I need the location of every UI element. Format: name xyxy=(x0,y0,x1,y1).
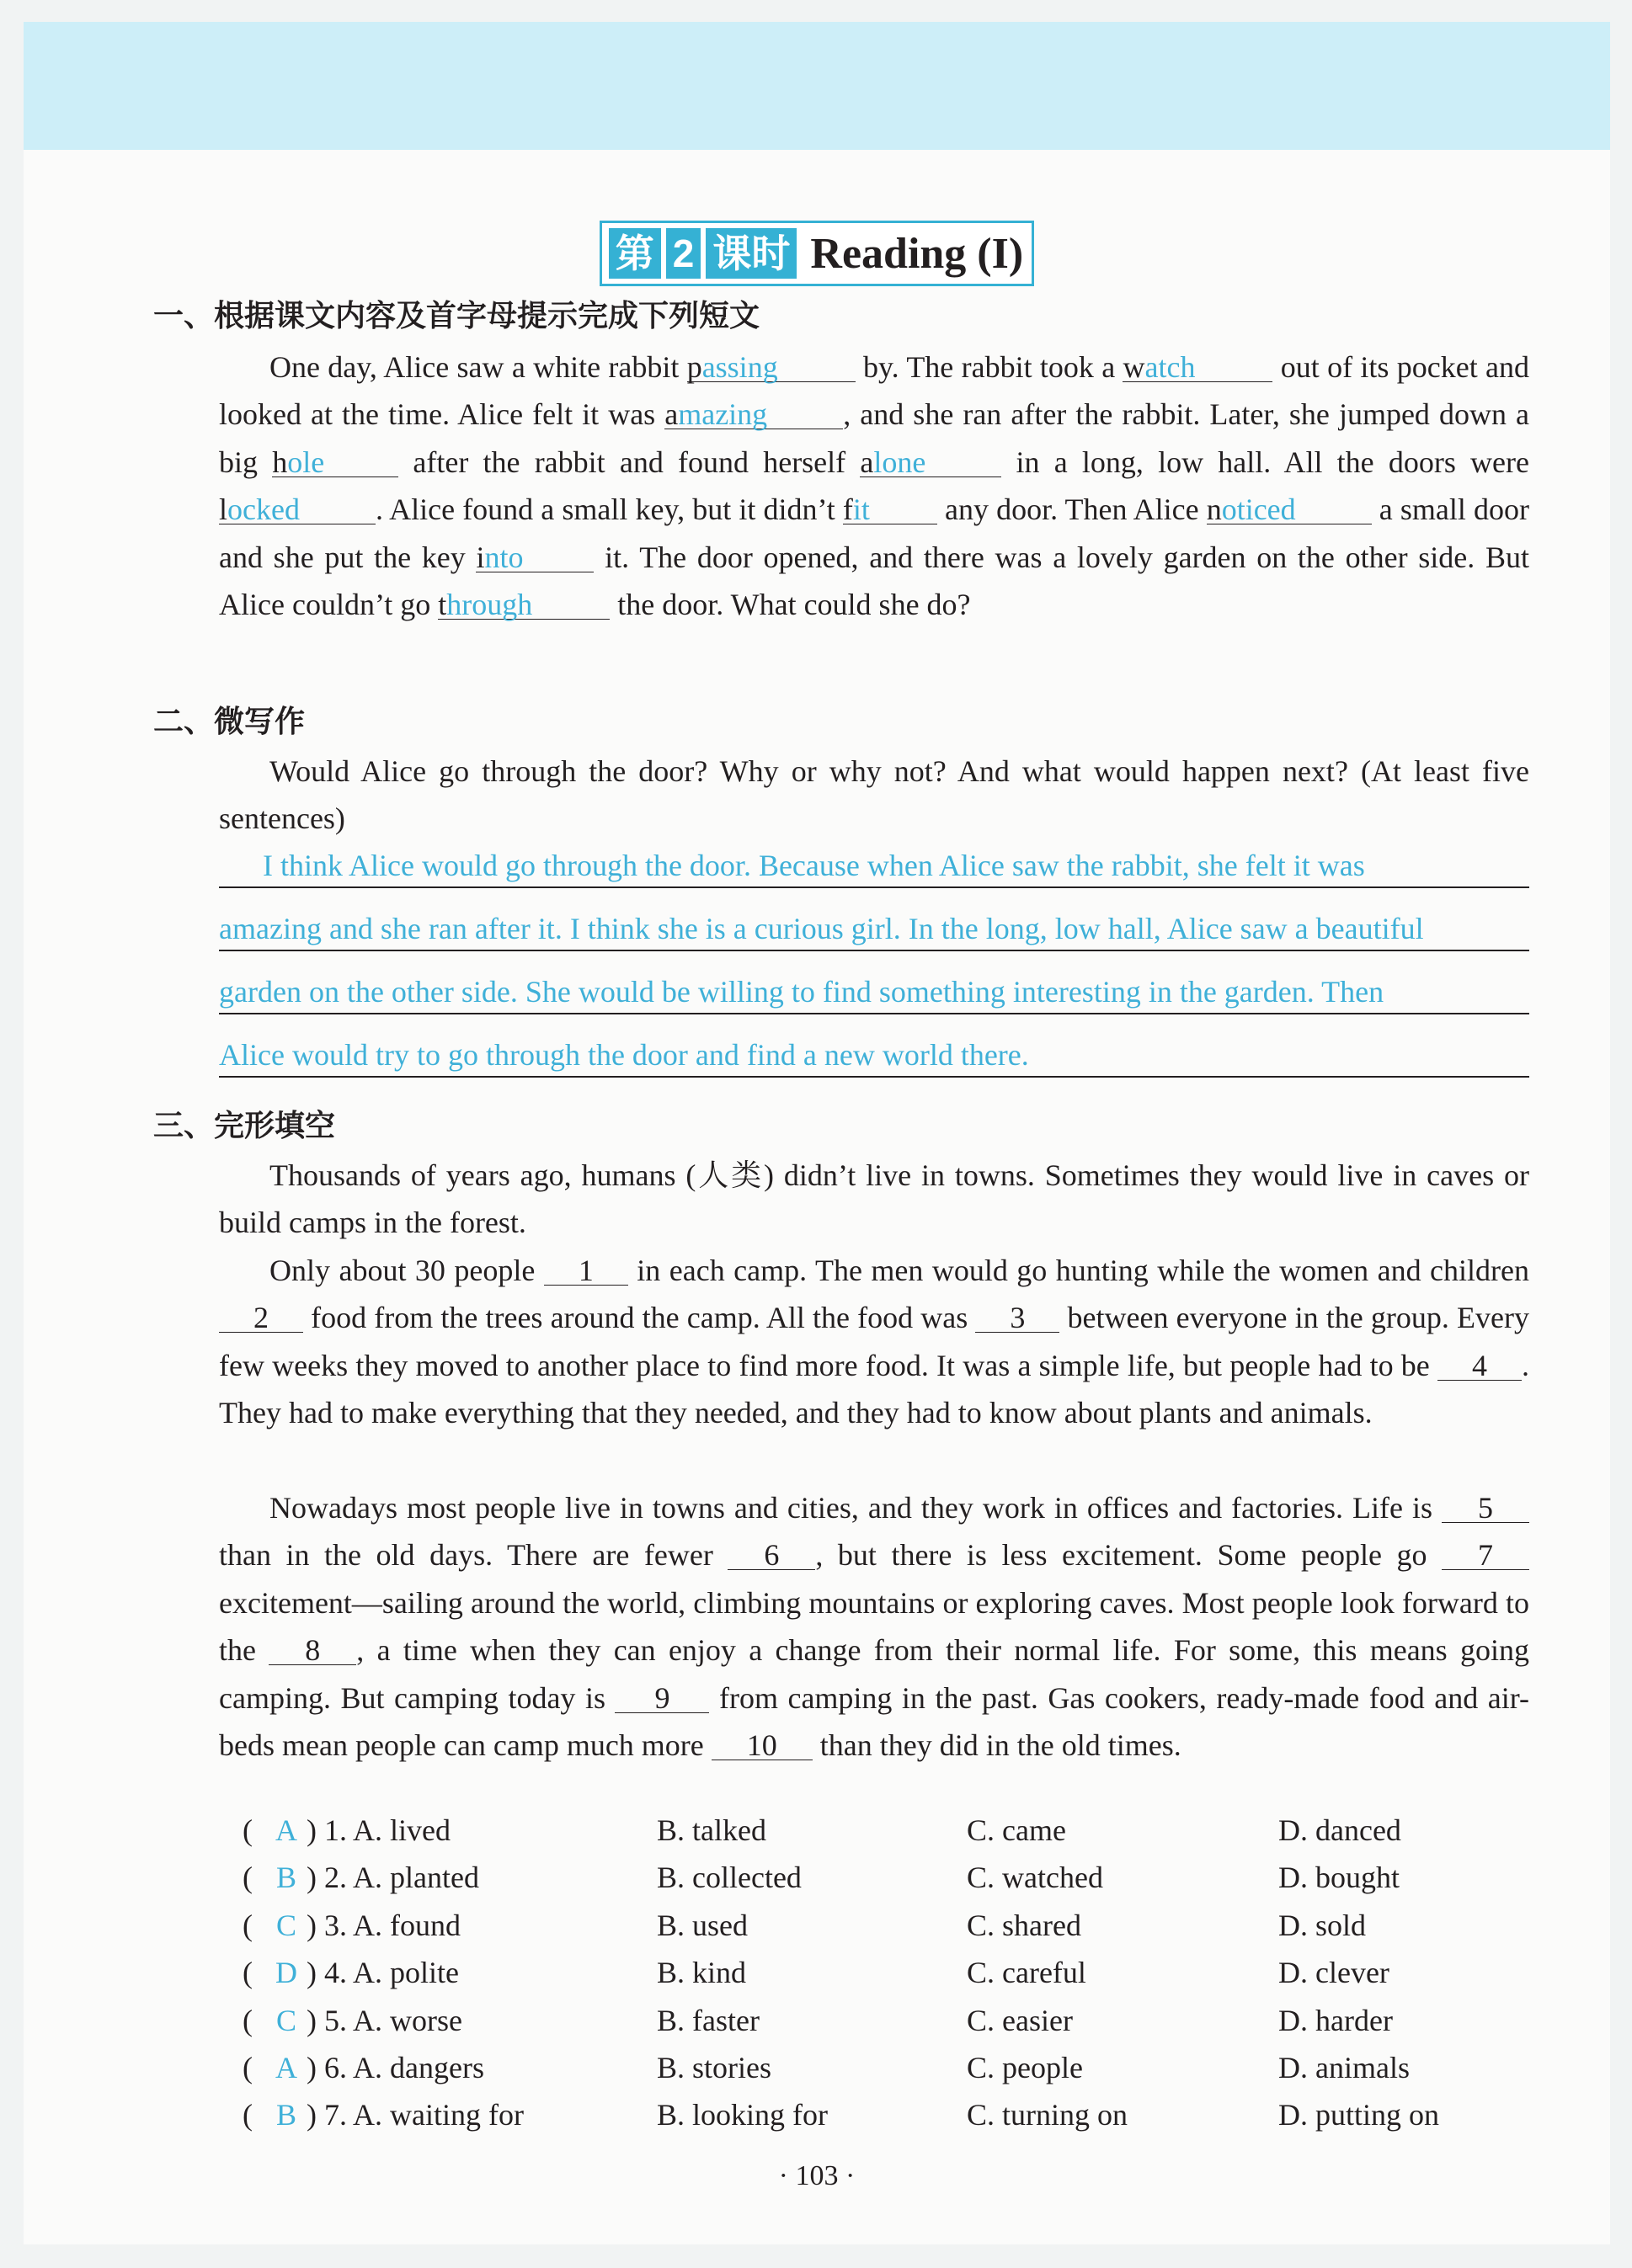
text-run: excitement—sailing around the world, climbing mountains or exploring caves. Most people look forward to the xyxy=(219,1585,1529,1668)
text-run: . Alice found a small key, but it didn’t xyxy=(376,492,843,527)
text-run xyxy=(24,221,1610,286)
text-run: Only about 30 people xyxy=(269,1254,544,1287)
text-run: D. danced xyxy=(1278,1813,1401,1847)
text-run: ) 7. A. waiting for xyxy=(307,2098,524,2132)
text-run: , but there is less excitement. Some people go xyxy=(815,1538,1442,1573)
blank-3 xyxy=(664,397,843,432)
text-run: a xyxy=(664,397,679,432)
text-run: ocked xyxy=(227,492,300,527)
blank-4 xyxy=(272,445,398,479)
text-run: after the rabbit and found herself xyxy=(398,445,861,479)
blank-6 xyxy=(219,492,376,527)
text-run: ) 5. A. worse xyxy=(307,2003,462,2037)
text-run: C. careful xyxy=(967,1956,1086,1990)
text-run: , and she ran after the rabbit. Later, she jumped down a big xyxy=(219,397,1530,479)
text-run: ( xyxy=(243,1956,253,1990)
answer-letter: B xyxy=(275,2098,296,2132)
text-run: atch xyxy=(1144,350,1196,384)
text-run: D. bought xyxy=(1278,1861,1400,1895)
text-run: in each camp. The men would go hunting while the women and children xyxy=(627,1254,1529,1287)
text-run: 8 xyxy=(305,1633,321,1668)
option-row xyxy=(219,1997,1566,2044)
lesson-keshi: 课时 xyxy=(706,228,797,279)
text-run: ) 2. A. planted xyxy=(307,1861,479,1895)
option-row xyxy=(219,1902,1566,1949)
answer-letter: A xyxy=(275,2050,297,2084)
text-run: 7 xyxy=(1478,1538,1493,1573)
cloze-blank-3 xyxy=(975,1303,1059,1333)
text-run: hrough xyxy=(446,588,533,622)
text-run: B. kind xyxy=(657,1956,747,1990)
text-run: 9 xyxy=(654,1680,670,1715)
text-run: ole xyxy=(287,445,325,479)
text-run: ) 1. A. lived xyxy=(307,1813,451,1847)
text-run: 10 xyxy=(746,1728,777,1763)
text-run: it xyxy=(852,492,870,527)
text-run: ) 6. A. dangers xyxy=(307,2050,484,2084)
cloze-blank-1 xyxy=(544,1256,628,1286)
text-run: h xyxy=(272,445,288,479)
text-run: C. came xyxy=(967,1813,1066,1847)
text-run: B. faster xyxy=(657,2003,760,2037)
text-run: by. The rabbit took a xyxy=(855,350,1123,384)
text-run: between everyone in the group. Every few weeks they moved to another place to find more food. It was a simple life, but people had to be xyxy=(219,1301,1530,1382)
text-run: the door. What could she do? xyxy=(610,588,971,622)
lesson-di: 第 xyxy=(609,228,661,279)
text-run: ) 4. A. polite xyxy=(307,1956,459,1990)
text-run: B. collected xyxy=(657,1861,802,1895)
text-run: food from the trees around the camp. All the food was xyxy=(303,1301,976,1335)
cloze-paragraph-2 xyxy=(219,1247,1529,1437)
text-run: D. harder xyxy=(1278,2003,1393,2037)
blank-8 xyxy=(1206,492,1372,527)
cloze-blank-6 xyxy=(728,1538,815,1573)
text-run: oticed xyxy=(1221,492,1296,527)
text-run: C. shared xyxy=(967,1908,1081,1942)
text-run: B. stories xyxy=(657,2050,772,2084)
text-run: any door. Then Alice xyxy=(936,492,1207,527)
text-run: 3 xyxy=(1010,1301,1026,1335)
blank-1 xyxy=(686,350,856,384)
text-run: than they did in the old times. xyxy=(812,1728,1181,1763)
blank-10 xyxy=(438,590,610,620)
answer-letter: C xyxy=(275,1908,296,1942)
page-number: · 103 · xyxy=(778,2160,856,2191)
text-run: a small door and she put the key xyxy=(219,492,1529,574)
text-run: ( xyxy=(243,2050,253,2084)
text-run: ( xyxy=(243,2098,253,2132)
text-run: B. talked xyxy=(657,1813,766,1847)
text-run: than in the old days. There are fewer xyxy=(219,1538,728,1573)
section1-passage xyxy=(219,343,1529,628)
text-run: it. The door opened, and there was a lovely garden on the other side. But Alice couldn’t go xyxy=(219,540,1529,622)
answer-letter: D xyxy=(275,1956,297,1990)
worksheet-page xyxy=(24,22,1610,2244)
text-run: f xyxy=(842,492,853,527)
cloze-paragraph-1: Thousands of years ago, humans (人类) didn’t live in towns. Sometimes they would live in caves or build camps in the forest. xyxy=(219,1158,1529,1240)
lesson-number: 2 xyxy=(666,228,701,279)
lesson-name: Reading (I) xyxy=(810,229,1024,278)
text-run: from camping in the past. Gas cookers, ready-made food and air-beds mean people can camp much more xyxy=(219,1680,1529,1763)
text-run: out of its pocket and looked at the time. Alice felt it was xyxy=(219,350,1529,432)
text-run: 4 xyxy=(1472,1348,1487,1382)
section2-heading: 二、微写作 xyxy=(153,705,306,739)
option-row xyxy=(219,1807,1566,1854)
answer-letter: A xyxy=(275,1813,297,1847)
blank-5 xyxy=(860,445,1001,479)
text-run: D. sold xyxy=(1278,1908,1367,1942)
text-run: ) 3. A. found xyxy=(307,1908,461,1942)
text-run: i xyxy=(476,540,485,574)
blank-7 xyxy=(842,492,937,527)
cloze-options xyxy=(219,1807,1566,2139)
writing-line: I think Alice would go through the door. Because when Alice saw the rabbit, she felt it was xyxy=(219,825,1529,888)
writing-line: garden on the other side. She would be willing to find something interesting in the garden. Then xyxy=(219,951,1529,1014)
option-row xyxy=(219,2091,1566,2138)
cloze-blank-2 xyxy=(219,1303,303,1333)
cloze-blank-8 xyxy=(269,1633,356,1668)
text-run: mazing xyxy=(678,397,768,432)
answer-letter: B xyxy=(275,1861,296,1895)
text-run: B. looking for xyxy=(657,2098,828,2132)
text-run: ( xyxy=(243,1908,253,1942)
text-run: 5 xyxy=(1478,1491,1493,1525)
lesson-title xyxy=(600,221,1034,286)
text-run: D. putting on xyxy=(1278,2098,1440,2132)
text-run: w xyxy=(1123,350,1145,384)
text-run: 2 xyxy=(253,1301,269,1335)
option-row xyxy=(219,2044,1566,2091)
section3-heading: 三、完形填空 xyxy=(153,1109,336,1143)
cloze-blank-10 xyxy=(712,1728,813,1763)
text-run: Nowadays most people live in towns and cities, and they work in offices and factories. Life is xyxy=(269,1491,1442,1525)
text-run: 1 xyxy=(578,1254,594,1287)
text-run: n xyxy=(1206,492,1222,527)
writing-answer-lines xyxy=(219,825,1529,1078)
cloze-blank-7 xyxy=(1442,1538,1529,1573)
answer-letter: C xyxy=(275,2003,296,2037)
text-run: C. easier xyxy=(967,2003,1073,2037)
text-run: C. turning on xyxy=(967,2098,1128,2132)
text-run: One day, Alice saw a white rabbit xyxy=(269,350,687,384)
text-run: . They had to make everything that they needed, and they had to know about plants and animals. xyxy=(219,1348,1529,1430)
option-row xyxy=(219,1854,1566,1901)
text-run: in a long, low hall. All the doors were xyxy=(1001,445,1529,479)
text-run: a xyxy=(860,445,874,479)
text-run: ( xyxy=(243,2003,253,2037)
text-run: ( xyxy=(243,1861,253,1895)
writing-prompt: Would Alice go through the door? Why or why not? And what would happen next? (At least five sentences) xyxy=(219,754,1529,836)
option-row xyxy=(219,1949,1566,1996)
section1-heading: 一、根据课文内容及首字母提示完成下列短文 xyxy=(153,299,760,333)
cloze-blank-4 xyxy=(1437,1348,1522,1382)
text-run: assing xyxy=(701,350,778,384)
text-run: , a time when they can enjoy a change from their normal life. For some, this means going camping. But camping today is xyxy=(219,1633,1529,1715)
text-run: C. watched xyxy=(967,1861,1103,1895)
writing-line: Alice would try to go through the door and find a new world there. xyxy=(219,1014,1529,1078)
text-run: ( xyxy=(243,1813,253,1847)
writing-line: amazing and she ran after it. I think she is a curious girl. In the long, low hall, Alice saw a beautiful xyxy=(219,888,1529,951)
text-run: t xyxy=(438,588,447,622)
text-run: D. animals xyxy=(1278,2050,1410,2084)
cloze-blank-5 xyxy=(1442,1493,1529,1523)
text-run: C. people xyxy=(967,2050,1083,2084)
text-run: 6 xyxy=(764,1538,780,1573)
text-run: p xyxy=(686,350,702,384)
text-run: D. clever xyxy=(1278,1956,1389,1990)
text-run: B. used xyxy=(657,1908,748,1942)
text-run: lone xyxy=(873,445,926,479)
blank-9 xyxy=(476,540,594,574)
blank-2 xyxy=(1123,350,1272,384)
cloze-paragraph-3 xyxy=(219,1484,1529,1769)
cloze-blank-9 xyxy=(615,1680,709,1715)
text-run: nto xyxy=(484,540,524,574)
top-color-band xyxy=(24,22,1610,150)
text-run: l xyxy=(219,492,228,527)
